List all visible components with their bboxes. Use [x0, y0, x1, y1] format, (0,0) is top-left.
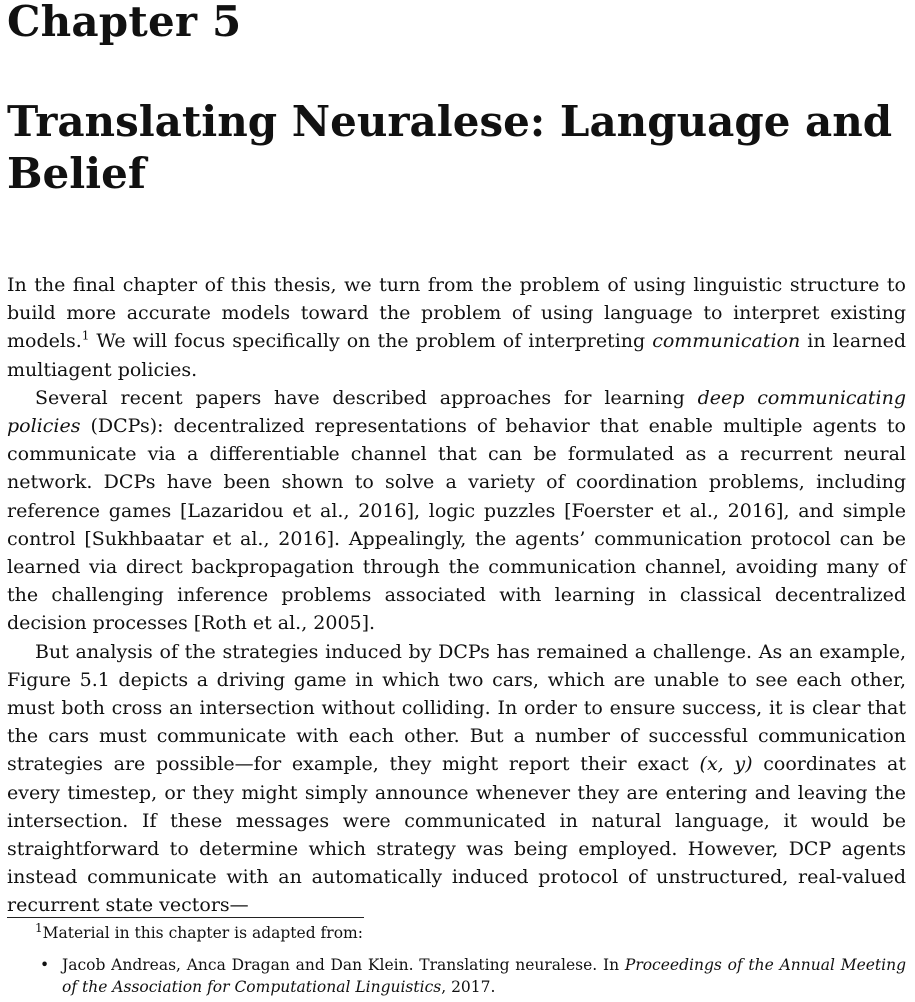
paragraph-1-text-b: We will focus specifically on the problem of interpreting: [89, 330, 653, 353]
paragraph-1-emphasis: communication: [652, 330, 801, 353]
footnote-intro: [7, 922, 906, 944]
footnote-list: [7, 954, 906, 998]
paragraph-3-math: (x, y): [699, 753, 753, 776]
paragraph-2-emphasis: deep communicating policies: [7, 386, 906, 438]
bullet-icon: •: [40, 956, 50, 974]
paragraph-3: [7, 638, 906, 920]
paragraph-2: [7, 384, 906, 638]
chapter-label: Chapter 5: [7, 0, 242, 46]
footnote-intro-text: Material in this chapter is adapted from:: [42, 924, 363, 942]
footnote-item-text-a: Jacob Andreas, Anca Dragan and Dan Klein. Translating neuralese. In: [62, 956, 625, 974]
chapter-body: [7, 271, 906, 920]
footnote-marker[interactable]: 1: [81, 329, 90, 344]
paragraph-3-text-b: coordinates at every timestep, or they might simply announce whenever they are entering and leaving the intersection. If these messages were communicated in natural language, it would be straightforward to determine which strategy was being employed. However, DCP agents instead communicate with an automatically induced protocol of unstructured, real-valued recurrent state vectors—: [7, 753, 906, 917]
footnote-number: 1: [35, 920, 43, 935]
paragraph-1-text-c: in learned multiagent policies.: [7, 330, 906, 381]
paragraph-1: [7, 271, 906, 384]
footnote-list-item: [7, 954, 906, 998]
chapter-title: Translating Neuralese: Language and Belief: [7, 97, 893, 198]
paragraph-2-text-b: (DCPs): decentralized representations of behavior that enable multiple agents to communicate via a differentiable channel that can be formulated as a recurrent neural network. DCPs have been shown to solve a variety of coordination problems, including reference games [Lazaridou et al., 2016], logic puzzles [Foerster et al., 2016], and simple control [Sukhbaatar et al., 2016]. Appealingly, the agents’ communication protocol can be learned via direct backpropagation through the communication channel, avoiding many of the challenging inference problems associated with learning in classical decentralized decision processes [Roth et al., 2005].: [7, 415, 906, 635]
footnote: [7, 922, 906, 998]
footnote-item-text-b: , 2017.: [441, 978, 496, 996]
paragraph-1-text-a: In the final chapter of this thesis, we turn from the problem of using linguistic structure to build more accurate models toward the problem of using language to interpret existing models.: [7, 274, 906, 353]
paragraph-2-text-a: Several recent papers have described approaches for learning: [35, 386, 698, 409]
footnote-divider: [7, 917, 364, 918]
footnote-item-venue: Proceedings of the Annual Meeting of the Association for Computational Linguistics: [62, 956, 907, 996]
paragraph-3-text-a: But analysis of the strategies induced by DCPs has remained a challenge. As an example, Figure 5.1 depicts a driving game in which two cars, which are unable to see each other, must both cross an intersection without colliding. In order to ensure success, it is clear that the cars must communicate with each other. But a number of successful communication strategies are possible—for example, they might report their exact: [7, 640, 906, 776]
